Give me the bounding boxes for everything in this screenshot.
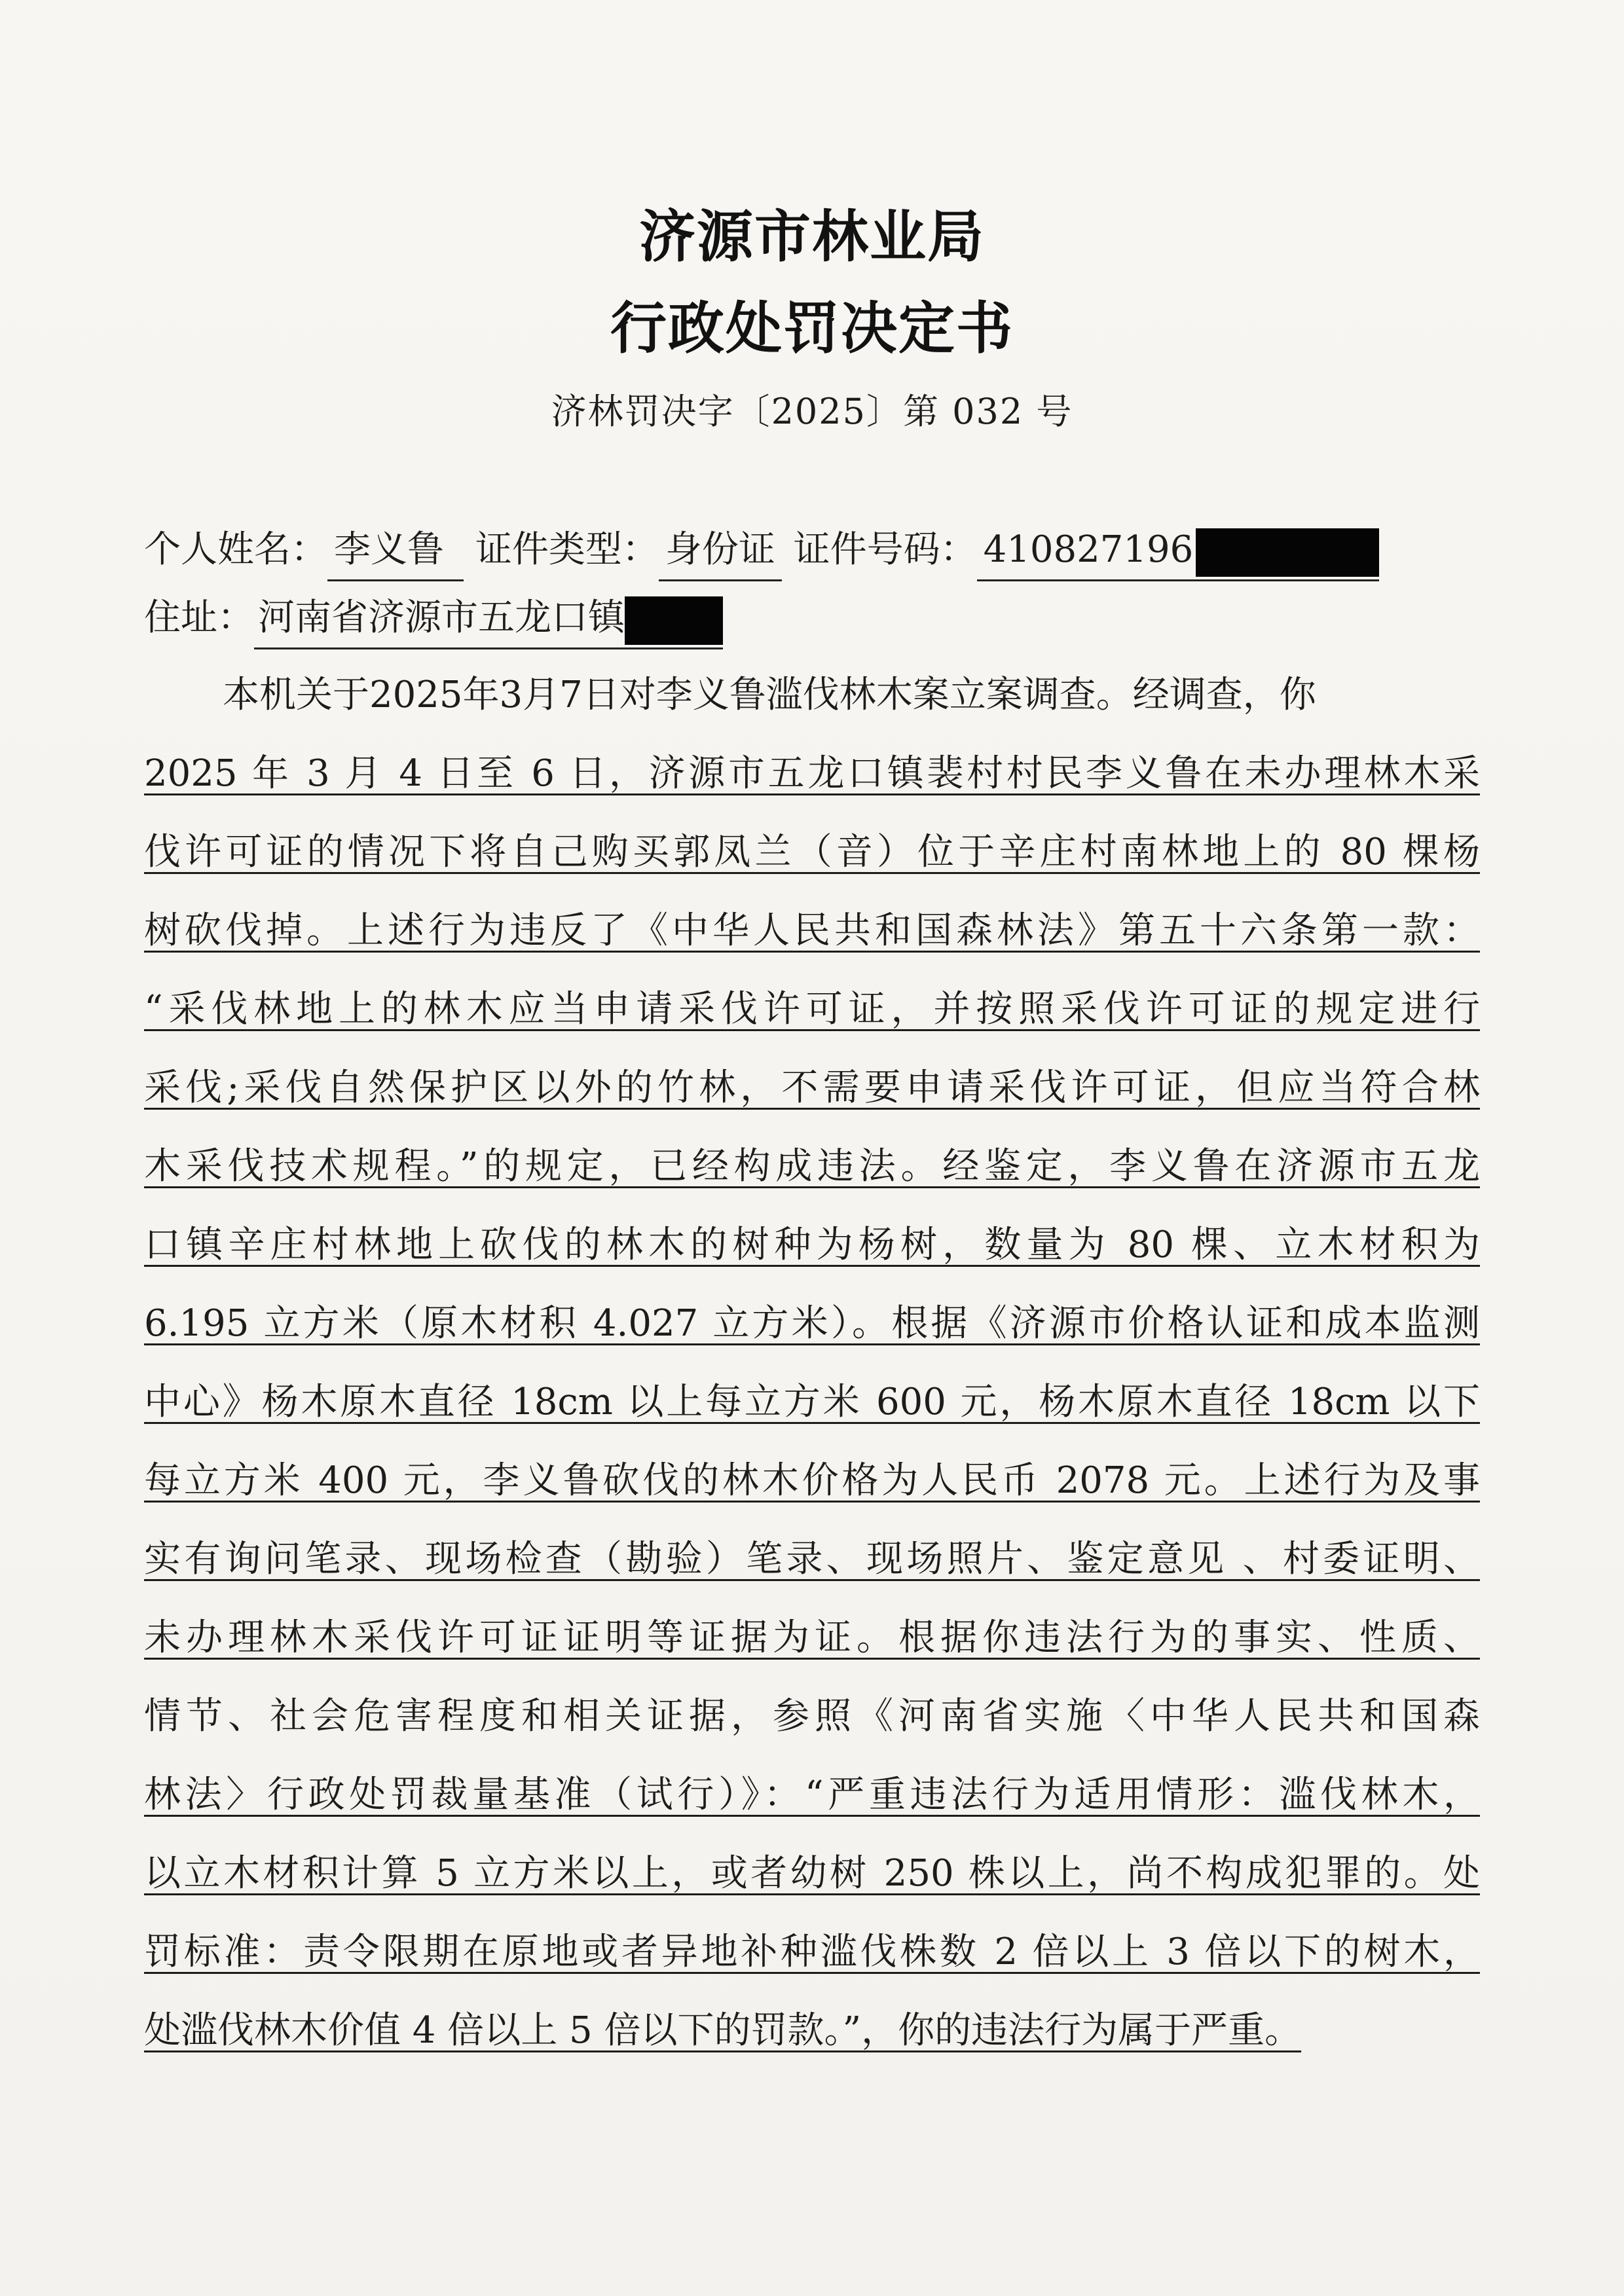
body-line-3: [144, 814, 1480, 890]
address-label: 住址：: [144, 596, 254, 639]
body-line-7-text: 木采伐技术规程。”的规定，已经构成违法。经鉴定，李义鲁在济源市五龙: [144, 1145, 1480, 1188]
body-line-1-text: 本机关于2025年3月7日对李义鲁滥伐林木案立案调查。经调查，你: [223, 674, 1316, 716]
body-line-5: [144, 972, 1480, 1048]
id-number-value: [977, 520, 1380, 581]
body-line-13-text: 未办理林木采伐许可证证明等证据为证。根据你违法行为的事实、性质、: [144, 1616, 1480, 1659]
body-line-14: [144, 1679, 1480, 1755]
address-line: [144, 580, 1480, 656]
body-line-2: [144, 736, 1480, 812]
body-line-16-text: 以立木材积计算 5 立方米以上，或者幼树 250 株以上，尚不构成犯罪的。处: [144, 1852, 1480, 1895]
party-info-line: [144, 512, 1480, 588]
body-line-17: [144, 1914, 1480, 1990]
body-line-3-text: 伐许可证的情况下将自己购买郭凤兰（音）位于辛庄村南林地上的 80 棵杨: [144, 831, 1480, 873]
body-line-8-text: 口镇辛庄村林地上砍伐的林木的树种为杨树，数量为 80 棵、立木材积为: [144, 1224, 1480, 1266]
body-line-11-text: 每立方米 400 元，李义鲁砍伐的林木价格为人民币 2078 元。上述行为及事: [144, 1459, 1480, 1502]
body-line-12: [144, 1522, 1480, 1597]
body-line-5-text: “采伐林地上的林木应当申请采伐许可证，并按照采伐许可证的规定进行: [144, 988, 1480, 1030]
body-line-9: [144, 1286, 1480, 1362]
body-line-7: [144, 1129, 1480, 1205]
body-line-16: [144, 1836, 1480, 1912]
address-visible: 河南省济源市五龙口镇: [258, 596, 625, 639]
id-number-label: 证件号码：: [793, 528, 977, 571]
document-number: 济林罚决字〔2025〕第 032 号: [551, 391, 1073, 432]
body-line-14-text: 情节、社会危害程度和相关证据，参照《河南省实施〈中华人民共和国森: [144, 1695, 1480, 1738]
address-value: [254, 589, 723, 649]
id-type-value: 身份证: [659, 520, 782, 581]
body-line-12-text: 实有询问笔录、现场检查（勘验）笔录、现场照片、鉴定意见 、村委证明、: [144, 1538, 1480, 1580]
body-line-18-text: 处滥伐林木价值 4 倍以上 5 倍以下的罚款。”，你的违法行为属于严重。: [144, 2009, 1302, 2052]
issuing-authority-title: 济源市林业局: [639, 204, 985, 270]
body-line-6: [144, 1050, 1480, 1126]
body-line-10-text: 中心》杨木原木直径 18cm 以上每立方米 600 元，杨木原木直径 18cm 以下: [144, 1381, 1480, 1423]
body-line-4-text: 树砍伐掉。上述行为违反了《中华人民共和国森林法》第五十六条第一款：: [144, 909, 1480, 952]
body-line-6-text: 采伐;采伐自然保护区以外的竹林，不需要申请采伐许可证，但应当符合林: [144, 1066, 1480, 1109]
document-type-title: 行政处罚决定书: [610, 296, 1014, 361]
body-line-1: [223, 657, 1480, 733]
body-line-18: [144, 1993, 1480, 2069]
body-line-15: [144, 1757, 1480, 1833]
id-type-label: 证件类型：: [475, 528, 659, 571]
body-line-10: [144, 1364, 1480, 1440]
body-line-11: [144, 1443, 1480, 1519]
body-line-15-text: 林法〉行政处罚裁量基准（试行）》：“严重违法行为适用情形：滥伐林木，: [144, 1774, 1480, 1816]
id-number-redaction: [1196, 528, 1379, 577]
address-redaction: [625, 596, 723, 645]
body-line-8: [144, 1207, 1480, 1283]
party-name: 李义鲁: [327, 520, 464, 581]
id-number-visible: 410827196: [983, 528, 1194, 571]
body-line-9-text: 6.195 立方米（原木材积 4.027 立方米）。根据《济源市价格认证和成本监测: [144, 1302, 1480, 1345]
body-line-17-text: 罚标准：责令限期在原地或者异地补种滥伐株数 2 倍以上 3 倍以下的树木，: [144, 1931, 1480, 1973]
body-line-2-text: 2025 年 3 月 4 日至 6 日，济源市五龙口镇裴村村民李义鲁在未办理林木采: [144, 752, 1480, 795]
name-label: 个人姓名：: [144, 528, 327, 571]
body-line-4: [144, 893, 1480, 969]
body-line-13: [144, 1600, 1480, 1676]
